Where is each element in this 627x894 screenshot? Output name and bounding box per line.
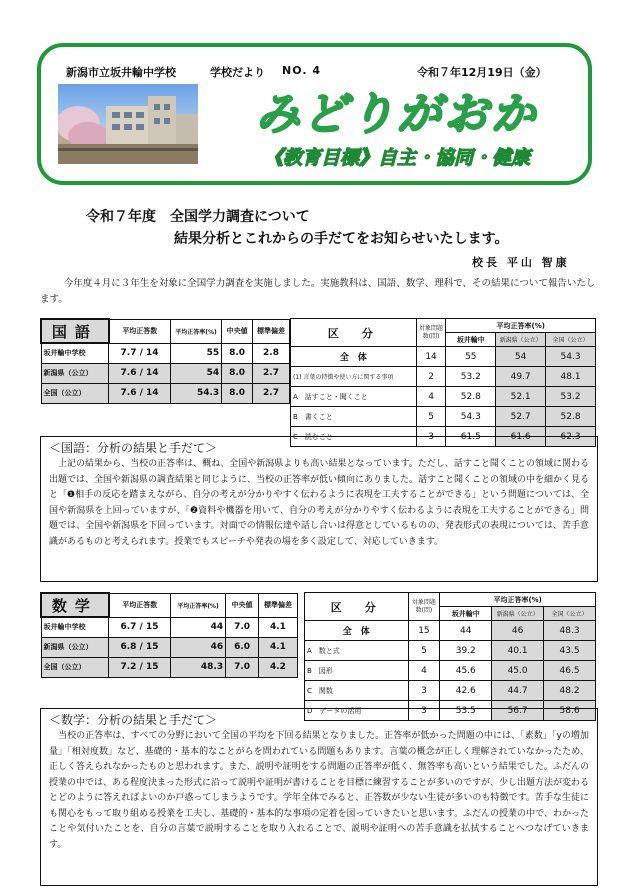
- row-name: 全国（公立）: [41, 383, 109, 403]
- table-row: [291, 407, 596, 427]
- cell-count: 3: [408, 681, 440, 701]
- row-name: 新潟県（公立）: [41, 637, 109, 657]
- cell-prefecture: 45.0: [492, 661, 544, 681]
- japanese-analysis-text: 上記の結果から、当校の正答率は、概ね、全国や新潟県よりも高い結果となっています。ただし、話すこと聞くことの領域に関わる出題では、全国や新潟県の調査結果と同じように、当校の正答率が低い傾向にありました。話すこと聞くことの領域の中を細かく見ると「❶相手の反応を踏まえながら、自分の考えが分かりやすく伝わるように表現を工夫することができる」という問題については、全国や新潟県を上回っていますが、「❷資料や機器を用いて、自分の考えが分かりやすく伝わるように表現を工夫することができる」問題では、全国や新潟県を下回っています。対面での情報伝達や話し合いは得意としているものの、発表形式の表現については、苦手意識があるものと考えられます。授業でもスピーチや発表の場を多く設定して、対応していきます。: [49, 459, 590, 547]
- header-avg-count: 平均正答数: [109, 593, 171, 617]
- header-correct-rate: 平均正答率(%): [440, 593, 596, 607]
- cell-nation: 53.2: [546, 387, 596, 407]
- cell-prefecture: 46: [492, 621, 544, 641]
- header-median: 中央値: [222, 319, 253, 343]
- cell-count: 5: [416, 407, 446, 427]
- cell-nation: 48.1: [546, 367, 596, 387]
- row-name: 坂井輪中学校: [41, 343, 109, 363]
- row-label: B 書くこと: [291, 407, 417, 427]
- cell-prefecture: 40.1: [492, 641, 544, 661]
- header-area: 区 分: [305, 593, 409, 621]
- school-building-photo: [58, 84, 198, 164]
- cell-avg: 6.7 / 15: [109, 617, 171, 637]
- cell-sd: 4.2: [258, 657, 297, 677]
- table-row: [305, 621, 596, 641]
- cell-school: 53.5: [440, 701, 492, 721]
- cell-school: 39.2: [440, 641, 492, 661]
- math-subject-label: 数学: [41, 593, 109, 617]
- cell-avg: 6.8 / 15: [109, 637, 171, 657]
- cell-school: 42.6: [440, 681, 492, 701]
- cell-prefecture: 52.1: [496, 387, 546, 407]
- cell-count: 3: [408, 701, 440, 721]
- cell-school: 45.6: [440, 661, 492, 681]
- table-row: [291, 367, 596, 387]
- japanese-subject-label: 国語: [41, 319, 109, 343]
- header-std-dev: 標準偏差: [253, 319, 290, 343]
- header-prefecture: 新潟県（公立）: [496, 333, 546, 347]
- header-avg-rate: 平均正答率(%): [170, 593, 225, 617]
- header-nation: 全国（公立）: [546, 333, 596, 347]
- japanese-summary-table: [40, 318, 290, 404]
- cell-median: 8.0: [222, 343, 253, 363]
- cell-count: 15: [408, 621, 440, 641]
- cell-school: 53.2: [446, 367, 496, 387]
- table-row: [305, 641, 596, 661]
- cell-count: 3: [416, 427, 446, 447]
- cell-count: 4: [408, 661, 440, 681]
- principal-name: 校長 平山 智康: [472, 256, 570, 269]
- cell-rate: 46: [170, 637, 225, 657]
- header-std-dev: 標準偏差: [258, 593, 297, 617]
- cell-rate: 55: [170, 343, 221, 363]
- issue-number: NO. 4: [282, 64, 321, 77]
- header-nation: 全国（公立）: [544, 607, 596, 621]
- cell-rate: 44: [170, 617, 225, 637]
- cell-median: 7.0: [226, 657, 259, 677]
- cell-sd: 2.7: [253, 383, 290, 403]
- school-building-illustration: [58, 84, 198, 164]
- cell-prefecture: 52.7: [496, 407, 546, 427]
- cell-school: 52.8: [446, 387, 496, 407]
- table-row: [291, 347, 596, 367]
- cell-median: 6.0: [226, 637, 259, 657]
- cell-nation: 58.6: [544, 701, 596, 721]
- article-title-line2: 結果分析とこれからの手だてをお知らせいたします。: [174, 231, 509, 247]
- table-row: [41, 363, 290, 383]
- education-motto: 《教育目標》自主・協同・健康: [263, 147, 530, 169]
- cell-avg: 7.6 / 14: [109, 363, 171, 383]
- header-correct-rate: 平均正答率(%): [446, 319, 596, 333]
- cell-prefecture: 54: [496, 347, 546, 367]
- math-analysis-title: ＜数学：分析の結果と手だて＞: [49, 713, 218, 727]
- cell-rate: 54: [170, 363, 221, 383]
- cell-prefecture: 44.7: [492, 681, 544, 701]
- cell-median: 7.0: [226, 617, 259, 637]
- header-area: 区 分: [291, 319, 417, 347]
- row-name: 新潟県（公立）: [41, 363, 109, 383]
- japanese-analysis-box: [40, 436, 598, 582]
- row-label: C 関数: [305, 681, 409, 701]
- cell-count: 4: [416, 387, 446, 407]
- cell-rate: 54.3: [170, 383, 221, 403]
- table-row: [41, 383, 290, 403]
- newsletter-logo: みどりがおか: [256, 89, 538, 140]
- header-question-count: 対象問題数(問): [416, 319, 446, 347]
- row-label: D データの活用: [305, 701, 409, 721]
- math-analysis-text: 当校の正答率は、すべての分野において全国の平均を下回る結果となりました。正答率が低かった問題の中には、「素数」「yの増加量」「相対度数」など、基礎的・基本的なことがらを問われている問題もあります。言葉の概念が正しく理解されていなかったため、正しく答えられなかったものと思われます。また、説明や証明をする問題の正答率が低く、無答率も高いという結果でした。ふだんの授業の中では、ある程度決まった形式に沿って説明や証明が書けることを目標に練習することが多いのですが、少し出題方法が変わるとどのように答えればよいのか戸惑ってしまうようです。学年全体でみると、正答数が少ない生徒が多いのも特徴です。苦手な生徒にも関心をもって取り組める授業を工夫し、基礎的・基本的な事項の定着を図っていきたいと思います。ふだんの授業の中で、わかったことや気付いたことを、自分の言葉で説明することを取り入れることで、説明や証明への苦手意識を払拭することへつなげていきます。: [49, 731, 590, 850]
- cell-sd: 2.8: [253, 343, 290, 363]
- cell-nation: 48.2: [544, 681, 596, 701]
- header-question-count: 対象問題数(問): [408, 593, 440, 621]
- cell-count: 5: [408, 641, 440, 661]
- japanese-area-table: [290, 318, 596, 447]
- cell-nation: 54.3: [546, 347, 596, 367]
- row-name: 全国（公立）: [41, 657, 109, 677]
- cell-sd: 4.1: [258, 617, 297, 637]
- cell-median: 8.0: [222, 363, 253, 383]
- cell-avg: 7.7 / 14: [109, 343, 171, 363]
- issue-date: 令和７年12月19日（金）: [417, 66, 547, 79]
- cell-school: 61.5: [446, 427, 496, 447]
- cell-school: 55: [446, 347, 496, 367]
- cell-prefecture: 61.6: [496, 427, 546, 447]
- cell-prefecture: 49.7: [496, 367, 546, 387]
- article-title-line1: 令和７年度 全国学力調査について: [86, 209, 310, 225]
- header-median: 中央値: [226, 593, 259, 617]
- table-row: [305, 681, 596, 701]
- row-label: B 図形: [305, 661, 409, 681]
- math-area-table: [304, 592, 596, 721]
- row-label: A 話すこと・聞くこと: [291, 387, 417, 407]
- newsletter-label: 学校だより: [210, 66, 265, 79]
- cell-nation: 52.8: [546, 407, 596, 427]
- table-row: [41, 657, 298, 677]
- row-label: C 読むこと: [291, 427, 417, 447]
- math-summary-table: [40, 592, 298, 678]
- cell-nation: 43.5: [544, 641, 596, 661]
- header-avg-rate: 平均正答率(%): [170, 319, 221, 343]
- cell-nation: 62.3: [546, 427, 596, 447]
- cell-avg: 7.2 / 15: [109, 657, 171, 677]
- cell-nation: 48.3: [544, 621, 596, 641]
- header-school: 坂井輪中: [446, 333, 496, 347]
- table-row: [305, 661, 596, 681]
- math-analysis-box: [40, 708, 598, 886]
- table-row: [41, 637, 298, 657]
- cell-school: 44: [440, 621, 492, 641]
- row-label: (1) 言葉の特徴や使い方に関する事項: [291, 367, 417, 387]
- header-prefecture: 新潟県（公立）: [492, 607, 544, 621]
- row-label: 全 体: [291, 347, 417, 367]
- cell-sd: 2.7: [253, 363, 290, 383]
- cell-count: 2: [416, 367, 446, 387]
- cell-prefecture: 56.7: [492, 701, 544, 721]
- row-label: 全 体: [305, 621, 409, 641]
- cell-count: 14: [416, 347, 446, 367]
- table-row: [291, 387, 596, 407]
- intro-paragraph: 今年度４月に３年生を対象に全国学力調査を実施しました。実施教科は、国語、数学、理科で、その結果について報告いたします。: [40, 278, 596, 305]
- japanese-analysis-title: ＜国語：分析の結果と手だて＞: [49, 441, 218, 455]
- row-name: 坂井輪中学校: [41, 617, 109, 637]
- cell-median: 8.0: [222, 383, 253, 403]
- table-row: [41, 617, 298, 637]
- cell-nation: 46.5: [544, 661, 596, 681]
- header-school: 坂井輪中: [440, 607, 492, 621]
- cell-sd: 4.1: [258, 637, 297, 657]
- cell-school: 54.3: [446, 407, 496, 427]
- school-name: 新潟市立坂井輪中学校: [66, 66, 176, 79]
- cell-avg: 7.6 / 14: [109, 383, 171, 403]
- table-row: [41, 343, 290, 363]
- header-avg-count: 平均正答数: [109, 319, 171, 343]
- row-label: A 数と式: [305, 641, 409, 661]
- cell-rate: 48.3: [170, 657, 225, 677]
